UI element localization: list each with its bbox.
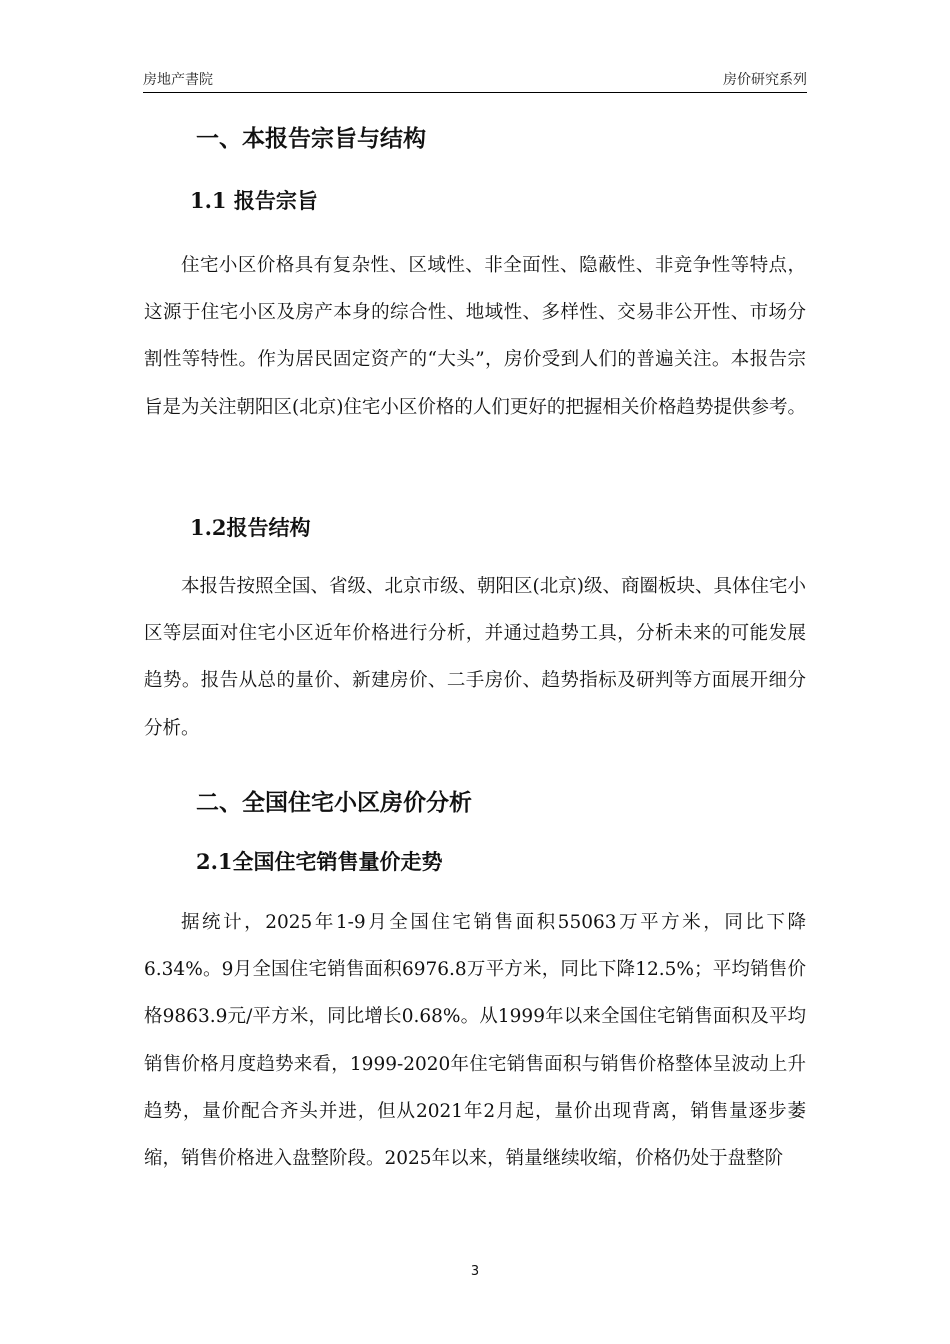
header-publisher: 房地产書院 (143, 72, 213, 88)
page-header (143, 66, 807, 93)
section-1-1-heading: 1.1 报告宗旨 (190, 188, 318, 213)
section-2-heading: 二、全国住宅小区房价分析 (196, 790, 472, 816)
section-2-1-heading: 2.1全国住宅销售量价走势 (196, 849, 443, 874)
header-series: 房价研究系列 (723, 72, 807, 88)
section-1-1-paragraph: 住宅小区价格具有复杂性、区域性、非全面性、隐蔽性、非竞争性等特点，这源于住宅小区及房产本身的综合性、地域性、多样性、交易非公开性、市场分割性等特性。作为居民固定资产的“大头”，房价受到人们的普遍关注。本报告宗旨是为关注朝阳区(北京)住宅小区价格的人们更好的把握相关价格趋势提供参考。 (144, 255, 806, 418)
section-1-2-heading: 1.2报告结构 (190, 515, 311, 540)
section-1-heading: 一、本报告宗旨与结构 (196, 126, 426, 152)
page-number: 3 (470, 1264, 480, 1279)
section-2-1-paragraph: 据统计，2025年1-9月全国住宅销售面积55063万平方米，同比下降6.34%。9月全国住宅销售面积6976.8万平方米，同比下降12.5%；平均销售价格9863.9元/平方米，同比增长0.68%。从1999年以来全国住宅销售面积及平均销售价格月度趋势来看，1999-2020年住宅销售面积与销售价格整体呈波动上升趋势，量价配合齐头并进，但从2021年2月起，量价出现背离，销售量逐步萎缩，销售价格进入盘整阶段。2025年以来，销量继续收缩，价格仍处于盘整阶 (144, 912, 806, 1170)
section-1-2-paragraph: 本报告按照全国、省级、北京市级、朝阳区(北京)级、商圈板块、具体住宅小区等层面对住宅小区近年价格进行分析，并通过趋势工具，分析未来的可能发展趋势。报告从总的量价、新建房价、二手房价、趋势指标及研判等方面展开细分分析。 (144, 576, 806, 739)
